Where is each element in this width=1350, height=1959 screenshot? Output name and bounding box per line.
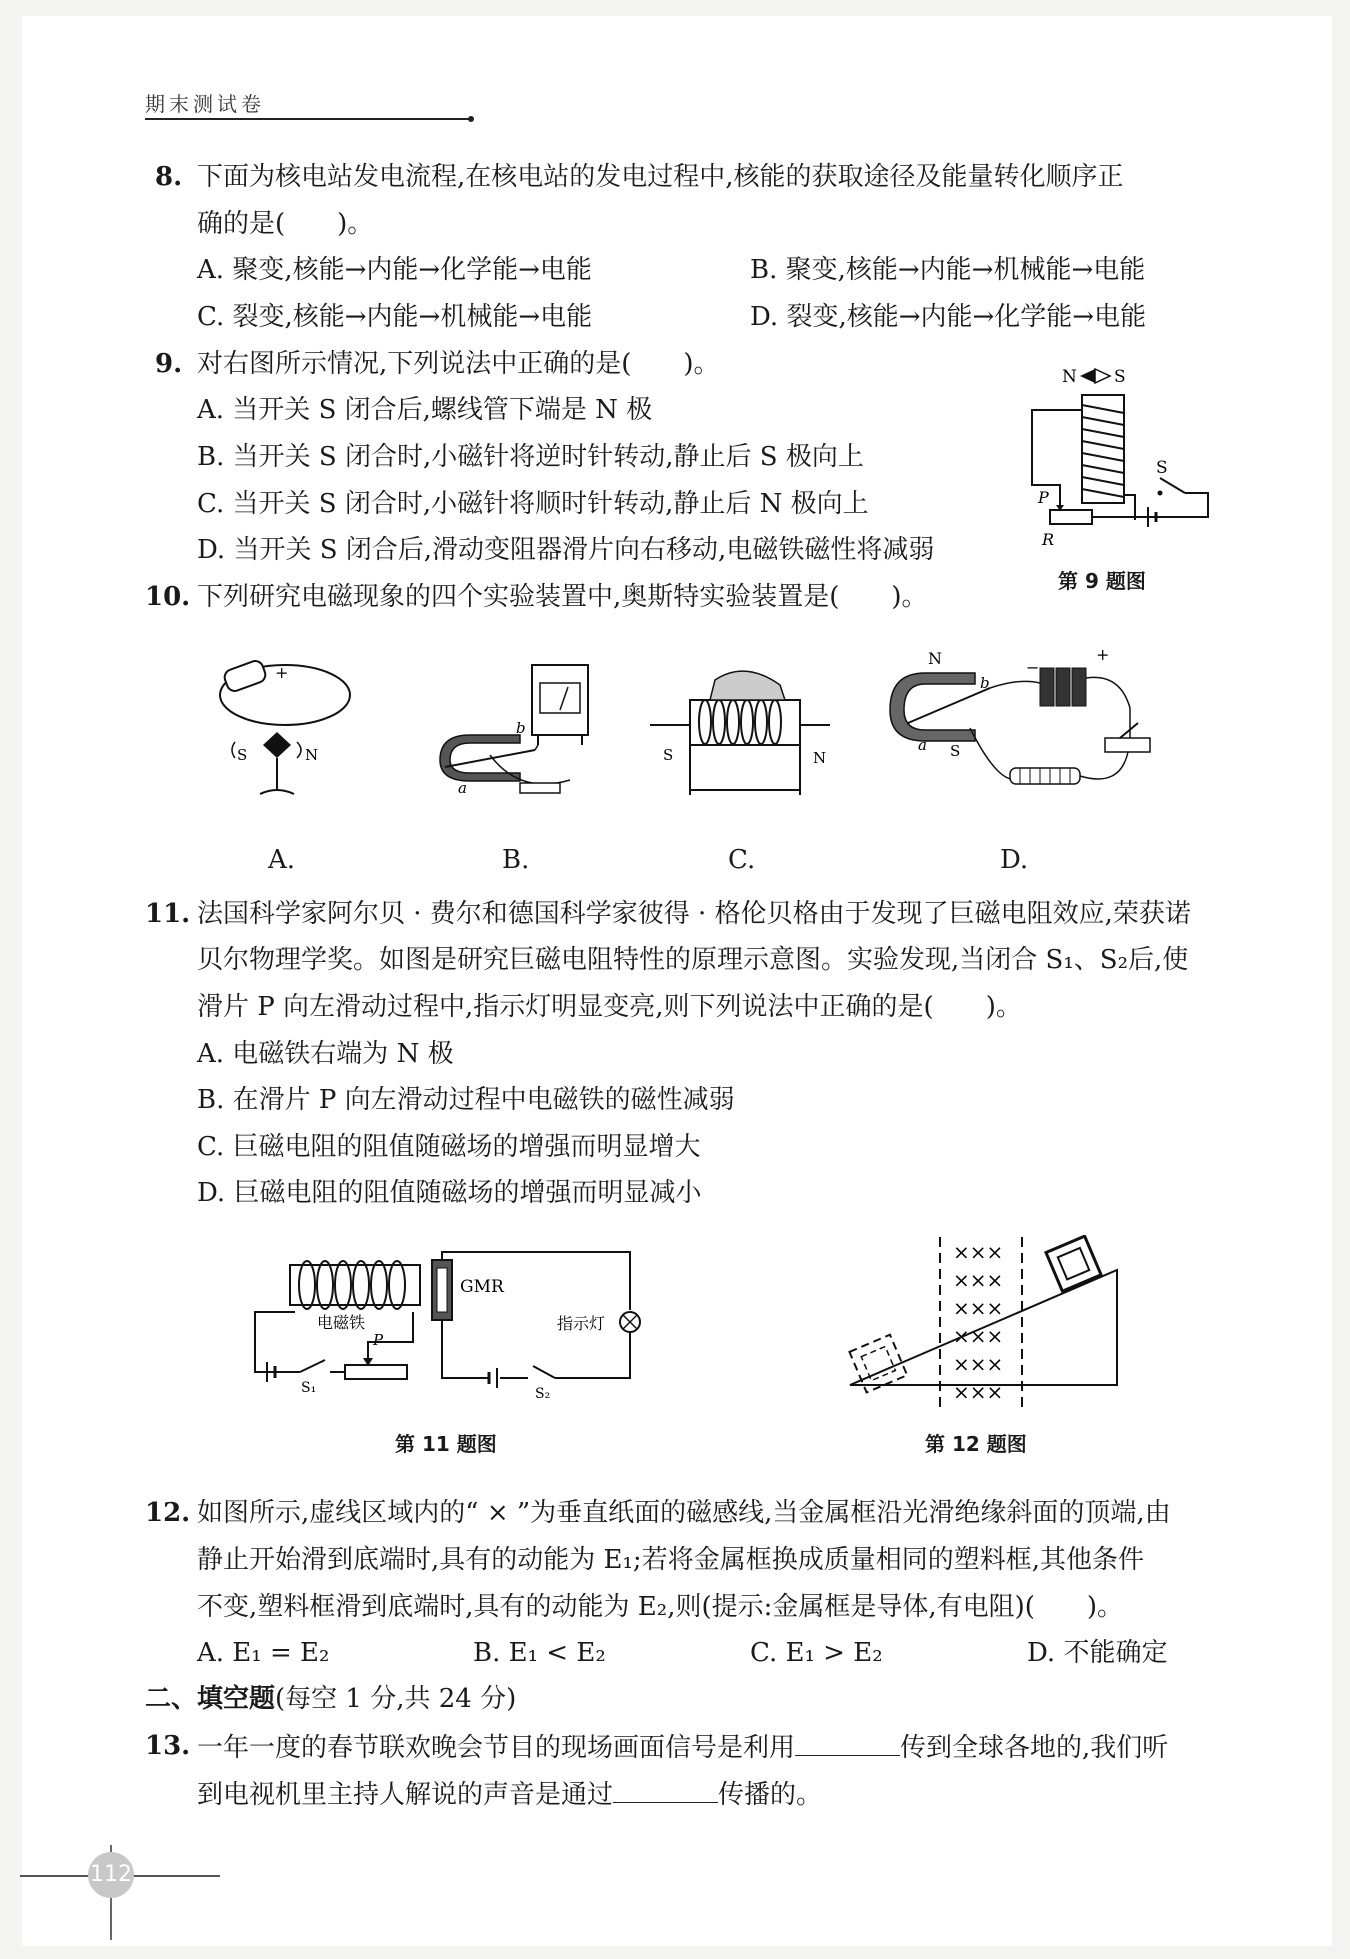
q11-stem-line1: 法国科学家阿尔贝 · 费尔和德国科学家彼得 · 格伦贝格由于发现了巨磁电阻效应,荣获诺 [197, 899, 1191, 929]
q10a-n: N [305, 746, 319, 764]
q10a-plus: + [275, 663, 289, 682]
q10d-battery-pack [1040, 668, 1086, 706]
q11-number: 11. [145, 899, 191, 929]
q9-label-switch: S [1156, 458, 1168, 478]
q11-rheostat [345, 1365, 407, 1379]
q12-cross-row: ××× [953, 1324, 1004, 1348]
q9-rheostat [1050, 510, 1092, 524]
q9-label-r: R [1042, 530, 1055, 549]
q8-option-a: A. 聚变,核能→内能→化学能→电能 [197, 255, 592, 285]
header-dot [468, 116, 474, 122]
q12-cross-row: ××× [953, 1380, 1004, 1404]
q9-stem: 对右图所示情况,下列说法中正确的是( )。 [197, 349, 720, 379]
q10-figure-c [645, 660, 835, 810]
q11-caption: 第 11 题图 [395, 1432, 497, 1456]
q9-switch-lever [1160, 478, 1185, 493]
q8-option-b: B. 聚变,核能→内能→机械能→电能 [750, 255, 1146, 285]
q9-wire-right [1185, 493, 1208, 517]
q9-slider [1050, 485, 1060, 507]
q10a-compass [263, 732, 291, 758]
q9-option-b: B. 当开关 S 闭合时,小磁针将逆时针转动,静止后 S 极向上 [197, 442, 864, 472]
q10-label-c: C. [728, 845, 756, 875]
q11-stem-line3: 滑片 P 向左滑动过程中,指示灯明显变亮,则下列说法中正确的是( )。 [197, 992, 1022, 1022]
q12-option-b: B. E₁ < E₂ [473, 1638, 606, 1668]
q12-option-a: A. E₁ = E₂ [197, 1638, 330, 1668]
q9-label-p: P [1038, 488, 1049, 507]
q10b-switch [520, 783, 560, 793]
q10d-magnet [890, 673, 975, 741]
q9-option-a: A. 当开关 S 闭合后,螺线管下端是 N 极 [197, 395, 653, 425]
q12-stem-line3: 不变,塑料框滑到底端时,具有的动能为 E₂,则(提示:金属框是导体,有电阻)( )。 [197, 1592, 1124, 1622]
q10d-rod [908, 688, 990, 723]
q10d-wire-switch [1080, 752, 1128, 779]
page-header: 期末测试卷 [145, 92, 265, 116]
q13-blank-1[interactable] [795, 1729, 900, 1756]
q10d-label-a: a [918, 736, 927, 754]
q10a-arrow-left [232, 742, 235, 758]
q12-figure [835, 1235, 1125, 1415]
q10c-hand [710, 671, 785, 700]
q13-blank-2[interactable] [613, 1776, 718, 1803]
q13-part2: 传到全球各地的,我们听 [900, 1733, 1169, 1763]
q11-option-b: B. 在滑片 P 向左滑动过程中电磁铁的磁性减弱 [197, 1085, 735, 1115]
q10d-n: N [928, 649, 942, 668]
q10c-s: S [663, 746, 674, 764]
q10a-arrow-right [297, 742, 301, 758]
q10c-n: N [813, 749, 827, 767]
q9-figure [1020, 355, 1225, 555]
q11-option-c: C. 巨磁电阻的阻值随磁场的增强而明显增大 [197, 1132, 701, 1162]
q10b-wire [535, 745, 538, 750]
q10-number: 10. [145, 582, 191, 612]
q11-switch1 [300, 1360, 325, 1372]
q9-wire-left [1032, 410, 1082, 485]
q12-frame-top [1046, 1236, 1101, 1291]
q11-stem-line2: 贝尔物理学奖。如图是研究巨磁电阻特性的原理示意图。实验发现,当闭合 S₁、S₂后,使 [197, 945, 1189, 975]
q13-number: 13. [145, 1731, 191, 1761]
q9-needle-s-label: S [1114, 367, 1126, 387]
q10d-s: S [950, 742, 961, 760]
q11-label-s2: S₂ [535, 1386, 551, 1402]
q10-label-b: B. [502, 845, 530, 875]
q8-stem-line2: 确的是( )。 [197, 209, 374, 239]
q10b-label-a: a [458, 779, 467, 797]
q10d-wire-right [1086, 677, 1130, 738]
q11-option-a: A. 电磁铁右端为 N 极 [197, 1039, 454, 1069]
q10d-minus: − [1026, 658, 1040, 677]
q12-stem-line2: 静止开始滑到底端时,具有的动能为 E₁;若将金属框换成质量相同的塑料框,其他条件 [197, 1545, 1144, 1575]
q13-part1: 一年一度的春节联欢晚会节目的现场画面信号是利用 [197, 1733, 796, 1763]
q11-left-bottom-wire [442, 1320, 489, 1378]
q11-figure [245, 1250, 655, 1415]
q8-stem-line1: 下面为核电站发电流程,在核电站的发电过程中,核能的获取途径及能量转化顺序正 [197, 162, 1124, 192]
q10a-battery [222, 659, 267, 693]
section2-title: 二、填空题 [145, 1684, 276, 1714]
q11-label-p: P [373, 1331, 384, 1349]
q11-switch2 [533, 1366, 555, 1378]
q12-cross-row: ××× [953, 1352, 1004, 1376]
q9-caption: 第 9 题图 [1058, 569, 1146, 593]
q12-option-d: D. 不能确定 [1027, 1638, 1168, 1668]
q9-needle-n-label: N [1062, 367, 1077, 387]
q9-needle-s [1095, 369, 1110, 383]
q11-right-bottom-wire [555, 1332, 630, 1378]
q10d-switch [1105, 738, 1150, 752]
q13-part3: 到电视机里主持人解说的声音是通过 [197, 1780, 614, 1810]
q10d-label-b: b [980, 674, 990, 692]
q10-figure-a [215, 650, 355, 810]
q8-option-d: D. 裂变,核能→内能→化学能→电能 [750, 302, 1147, 332]
q10d-switch-lever [1120, 723, 1138, 738]
q10c-coil-body [690, 700, 800, 745]
q11-label-gmr: GMR [460, 1277, 504, 1297]
header-rule [145, 118, 470, 120]
q10-label-a: A. [268, 845, 296, 875]
q12-cross-row: ××× [953, 1240, 1004, 1264]
q8-option-c: C. 裂变,核能→内能→机械能→电能 [197, 302, 593, 332]
q9-option-c: C. 当开关 S 闭合时,小磁针将顺时针转动,静止后 N 极向上 [197, 489, 869, 519]
q13-line2 [197, 1776, 822, 1812]
q13-line1 [197, 1729, 1168, 1765]
q10-figure-b [430, 655, 610, 805]
q9-number: 9. [155, 349, 183, 379]
q10-figure-d [880, 648, 1170, 813]
q9-needle-n [1080, 369, 1095, 383]
q12-number: 12. [145, 1498, 191, 1528]
section2-note: (每空 1 分,共 24 分) [275, 1684, 517, 1714]
q12-cross-row: ××× [953, 1268, 1004, 1292]
q11-gmr-core [437, 1268, 447, 1312]
q10b-rod [445, 750, 535, 767]
q9-option-d: D. 当开关 S 闭合后,滑动变阻器滑片向右移动,电磁铁磁性将减弱 [197, 535, 935, 565]
q10-stem: 下列研究电磁现象的四个实验装置中,奥斯特实验装置是( )。 [197, 582, 928, 612]
q10d-wire-top [990, 681, 1040, 688]
q12-caption: 第 12 题图 [925, 1432, 1027, 1456]
q8-number: 8. [155, 162, 183, 192]
q10a-base [260, 790, 294, 794]
q10b-magnet [440, 735, 520, 781]
q10-label-d: D. [1000, 845, 1029, 875]
q10d-plus: + [1096, 648, 1110, 664]
q11-left-wire [255, 1312, 300, 1372]
q13-part4: 传播的。 [718, 1780, 823, 1810]
q12-cross-row: ××× [953, 1296, 1004, 1320]
q9-switch-pivot [1158, 491, 1163, 496]
q12-stem-line1: 如图所示,虚线区域内的“ × ”为垂直纸面的磁感线,当金属框沿光滑绝缘斜面的顶端,由 [197, 1498, 1171, 1528]
q12-option-c: C. E₁ > E₂ [750, 1638, 883, 1668]
q10a-s: S [237, 746, 248, 764]
section2-heading [145, 1682, 516, 1716]
q11-label-lamp: 指示灯 [557, 1314, 606, 1333]
q11-label-magnet: 电磁铁 [317, 1313, 366, 1332]
page-number: 112 [88, 1852, 134, 1898]
q11-option-d: D. 巨磁电阻的阻值随磁场的增强而明显减小 [197, 1178, 702, 1208]
q11-label-s1: S₁ [301, 1380, 317, 1396]
q10b-label-b: b [516, 719, 526, 737]
